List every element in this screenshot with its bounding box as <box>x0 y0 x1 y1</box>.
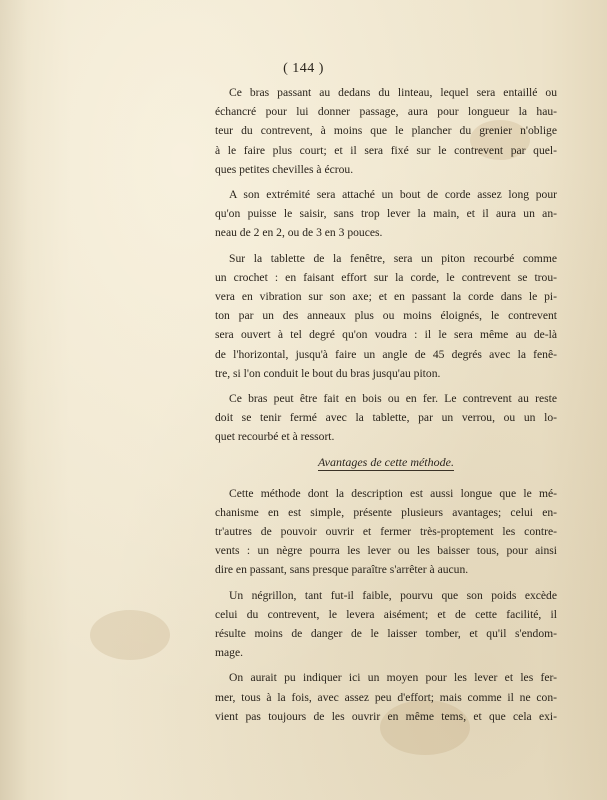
text-line: sera ouvert à tel degré qu'on voudra : il le sera même au de-là <box>215 328 557 342</box>
paragraph <box>215 668 557 726</box>
text-line: un crochet : en faisant effort sur la corde, le contrevent se trou- <box>215 270 557 284</box>
text-line: vient pas toujours de les ouvrir en même tems, et que cela exi- <box>215 709 557 723</box>
text-line: vents : un nègre pourra les lever ou les baisser tous, pour ainsi <box>215 544 557 558</box>
body-text <box>215 83 557 732</box>
paragraph <box>215 185 557 243</box>
paragraph <box>215 83 557 179</box>
paragraph <box>215 484 557 580</box>
text-line: tre, si l'on conduit le bout du bras jusqu'au piton. <box>215 366 441 380</box>
text-line: chanisme en est simple, présente plusieurs avantages; celui en- <box>215 505 557 519</box>
section-heading <box>215 453 557 472</box>
text-line: ton par un des anneaux plus ou moins éloignés, le contrevent <box>215 309 557 323</box>
text-line: tr'autres de pouvoir ouvrir et fermer très-proptement les contre- <box>215 525 557 539</box>
text-line: teur du contrevent, à moins que le plancher du grenier n'oblige <box>215 124 557 138</box>
text-line: quet recourbé et à ressort. <box>215 430 335 444</box>
text-line: vera en vibration sur son axe; et en passant la corde dans le pi- <box>215 290 557 304</box>
text-line: ques petites chevilles à écrou. <box>215 162 354 176</box>
text-line: dire en passant, sans presque paraître s'arrêter à aucun. <box>215 563 469 577</box>
text-line: de l'horizontal, jusqu'à faire un angle de 45 degrés avec la fenê- <box>215 347 557 361</box>
text-line: qu'on puisse le saisir, sans trop lever la main, et il aura un an- <box>215 207 557 221</box>
paper-stain <box>90 610 170 660</box>
text-line: Sur la tablette de la fenêtre, sera un piton recourbé comme <box>229 251 557 265</box>
text-line: échancré pour lui donner passage, aura pour longueur la hau- <box>215 105 557 119</box>
paragraph-group <box>215 83 557 447</box>
text-line: résulte moins de danger de le laisser tomber, et qu'il s'endom- <box>215 627 557 641</box>
text-line: A son extrémité sera attaché un bout de corde assez long pour <box>229 188 557 202</box>
paragraph <box>215 389 557 447</box>
text-line: à le faire plus court; et il sera fixé sur le contrevent par quel- <box>215 143 557 157</box>
text-line: Ce bras passant au dedans du linteau, lequel sera entaillé ou <box>229 86 557 99</box>
text-line: On aurait pu indiquer ici un moyen pour les lever et les fer- <box>229 671 557 685</box>
text-line: Un négrillon, tant fut-il faible, pourvu que son poids excède <box>229 588 557 602</box>
text-line: Cette méthode dont la description est aussi longue que le mé- <box>229 486 557 500</box>
text-line: Ce bras peut être fait en bois ou en fer. Le contrevent au reste <box>229 392 557 406</box>
paragraph-group <box>215 484 557 726</box>
page-number: ( 144 ) <box>283 61 324 76</box>
text-line: mer, tous à la fois, avec assez peu d'effort; mais comme il ne con- <box>215 690 557 704</box>
text-line: doit se tenir fermé avec la tablette, par un verrou, ou un lo- <box>215 411 557 425</box>
text-line: neau de 2 en 2, ou de 3 en 3 pouces. <box>215 226 383 240</box>
text-line: mage. <box>215 646 244 660</box>
text-line: celui du contrevent, le levera aisément; et de cette facilité, il <box>215 607 557 621</box>
section-heading-text: Avantages de cette méthode. <box>318 454 454 469</box>
paragraph <box>215 586 557 663</box>
paragraph <box>215 249 557 383</box>
